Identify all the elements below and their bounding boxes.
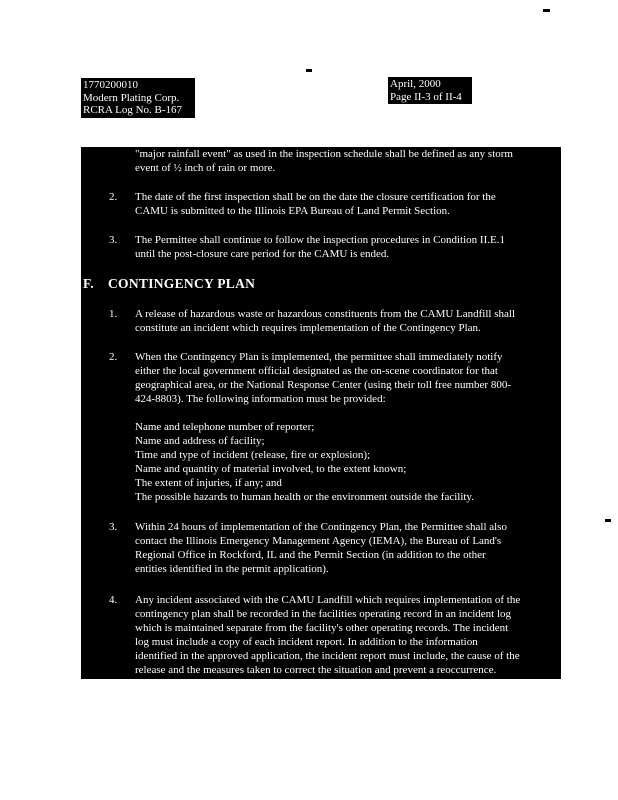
text-line: entities identified in the permit application). bbox=[135, 563, 329, 575]
text-line: When the Contingency Plan is implemented, the permittee shall immediately notify bbox=[135, 351, 503, 363]
list-item bbox=[135, 520, 507, 576]
info-list-item: Name and quantity of material involved, to the extent known; bbox=[135, 463, 407, 475]
document-body bbox=[81, 147, 561, 679]
text-line: Regional Office in Rockford, IL and the Permit Section (in addition to the other bbox=[135, 549, 486, 561]
header-date-page bbox=[388, 77, 472, 104]
section-title: CONTINGENCY PLAN bbox=[108, 276, 256, 291]
item-number: 2. bbox=[109, 351, 118, 363]
item-number: 3. bbox=[109, 234, 118, 246]
header-date: April, 2000 bbox=[390, 78, 441, 90]
text-line: geographical area, or the National Response Center (using their toll free number 800- bbox=[135, 379, 512, 391]
text-line: identified in the approved application, the incident report must include, the cause of the bbox=[135, 650, 520, 662]
scan-speck bbox=[543, 9, 550, 12]
text-line: The date of the first inspection shall be on the date the closure certification for the bbox=[135, 191, 496, 203]
text-line: constitute an incident which requires implementation of the Contingency Plan. bbox=[135, 322, 481, 334]
info-list-item: Time and type of incident (release, fire or explosion); bbox=[135, 449, 371, 461]
text-line: contingency plan shall be recorded in the facilities operating record in an incident log bbox=[135, 608, 512, 620]
list-item bbox=[135, 233, 505, 261]
scan-speck bbox=[306, 69, 312, 72]
text-line: log must include a copy of each incident report. In addition to the information bbox=[135, 636, 478, 648]
header-document-info bbox=[81, 78, 195, 118]
header-log-number: RCRA Log No. B-167 bbox=[83, 104, 183, 116]
text-line: either the local government official designated as the on-scene coordinator for that bbox=[135, 365, 498, 377]
text-line: event of ½ inch of rain or more. bbox=[135, 162, 276, 174]
list-item bbox=[135, 593, 520, 677]
list-item bbox=[135, 350, 511, 406]
section-letter: F. bbox=[83, 276, 94, 291]
text-line: A release of hazardous waste or hazardous constituents from the CAMU Landfill shall bbox=[135, 308, 516, 320]
info-list bbox=[135, 420, 474, 504]
info-list-item: Name and address of facility; bbox=[135, 435, 265, 447]
text-line: until the post-closure care period for the CAMU is ended. bbox=[135, 248, 390, 260]
item-number: 2. bbox=[109, 191, 118, 203]
text-line: Any incident associated with the CAMU Landfill which requires implementation of the bbox=[135, 594, 521, 606]
text-line: The Permittee shall continue to follow the inspection procedures in Condition II.E.1 bbox=[135, 234, 505, 246]
list-item bbox=[135, 190, 496, 218]
text-line: contact the Illinois Emergency Management Agency (IEMA), the Bureau of Land's bbox=[135, 535, 502, 547]
text-line: release and the measures taken to correct the situation and prevent a reoccurrence. bbox=[135, 664, 497, 676]
item-number: 4. bbox=[109, 594, 118, 606]
text-line: CAMU is submitted to the Illinois EPA Bureau of Land Permit Section. bbox=[135, 205, 450, 217]
info-list-item: Name and telephone number of reporter; bbox=[135, 421, 315, 433]
item-number: 1. bbox=[109, 308, 118, 320]
info-list-item: The extent of injuries, if any; and bbox=[135, 477, 282, 489]
header-company: Modern Plating Corp. bbox=[83, 91, 180, 104]
item-number: 3. bbox=[109, 521, 118, 533]
text-line: "major rainfall event" as used in the inspection schedule shall be defined as any storm bbox=[135, 148, 513, 160]
list-item bbox=[135, 307, 515, 335]
text-line: Within 24 hours of implementation of the Contingency Plan, the Permittee shall also bbox=[135, 521, 507, 533]
text-line: 424-8803). The following information must be provided: bbox=[135, 393, 386, 405]
info-list-item: The possible hazards to human health or the environment outside the facility. bbox=[135, 491, 474, 503]
scan-speck bbox=[605, 519, 611, 522]
continued-paragraph bbox=[135, 147, 513, 175]
header-page: Page II-3 of II-4 bbox=[390, 90, 462, 103]
text-line: which is maintained separate from the facility's other operating records. The incident bbox=[135, 622, 509, 634]
header-document-id: 1770200010 bbox=[83, 79, 138, 91]
